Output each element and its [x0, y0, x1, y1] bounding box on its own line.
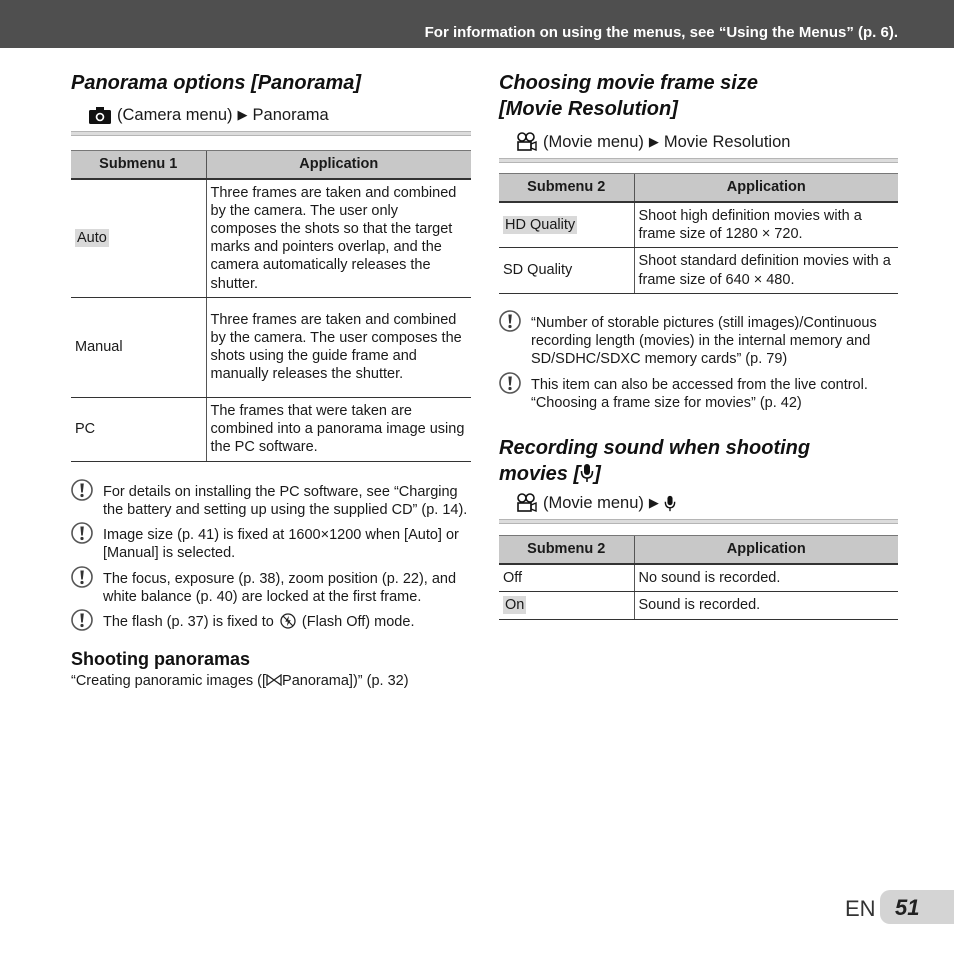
- play-arrow-icon: ▶: [237, 107, 248, 122]
- caution-icon: [499, 310, 521, 332]
- table-header-application: Application: [206, 151, 471, 179]
- option-manual: Manual: [71, 297, 206, 397]
- table-header-submenu: Submenu 2: [499, 174, 634, 202]
- sound-menu-path: [499, 493, 898, 519]
- table-row: [499, 564, 898, 592]
- caution-icon: [71, 609, 93, 631]
- camera-icon: [89, 107, 111, 124]
- flash-off-icon: [280, 613, 296, 629]
- sound-table: [499, 535, 898, 620]
- divider: [499, 519, 898, 524]
- note: The flash (p. 37) is fixed to (Flash Off) mode.: [71, 613, 471, 631]
- movie-menu-target: Movie Resolution: [663, 133, 791, 151]
- option-pc: PC: [71, 397, 206, 461]
- note: For details on installing the PC software, see “Charging the battery and setting up using the supplied CD” (p. 14).: [71, 483, 471, 519]
- option-desc: The frames that were taken are combined into a panorama image using the PC software.: [206, 397, 471, 461]
- movie-resolution-notes: [499, 314, 898, 412]
- option-desc: No sound is recorded.: [634, 564, 898, 592]
- option-sd-quality: SD Quality: [499, 248, 634, 294]
- note: The focus, exposure (p. 38), zoom position (p. 22), and white balance (p. 40) are locked at the first frame.: [71, 570, 471, 606]
- panorama-menu-target: Panorama: [252, 106, 329, 124]
- panorama-icon: [266, 674, 282, 686]
- movie-menu-label: (Movie menu): [543, 133, 644, 151]
- table-row: [499, 202, 898, 248]
- right-column: [499, 68, 898, 620]
- left-column: [71, 68, 471, 690]
- table-row: [499, 591, 898, 619]
- shooting-panoramas-ref: “Creating panoramic images ([ Panorama])” (p. 32): [71, 673, 409, 690]
- panorama-notes: [71, 483, 471, 631]
- movie-camera-icon: [515, 493, 537, 513]
- note: “Number of storable pictures (still images)/Continuous recording length (movies) in the internal memory and SD/SDHC/SDXC memory cards” (p. 79): [499, 314, 898, 369]
- panorama-menu-path: [71, 105, 471, 131]
- note: Image size (p. 41) is fixed at 1600×1200 when [Auto] or [Manual] is selected.: [71, 526, 471, 562]
- movie-resolution-table: [499, 173, 898, 294]
- option-desc: Sound is recorded.: [634, 591, 898, 619]
- sound-title: Recording sound when shooting movies [ ]: [499, 437, 811, 486]
- table-row: [499, 248, 898, 294]
- caution-icon: [71, 566, 93, 588]
- option-on: On: [505, 597, 525, 614]
- note: This item can also be accessed from the live control. “Choosing a frame size for movies” (p. 42): [499, 376, 898, 412]
- play-arrow-icon: ▶: [648, 495, 659, 511]
- caution-icon: [499, 372, 521, 394]
- caution-icon: [71, 479, 93, 501]
- sound-menu-label: (Movie menu): [543, 494, 644, 513]
- shooting-panoramas-heading: Shooting panoramas: [71, 649, 251, 670]
- header-bar: [0, 0, 954, 48]
- option-desc: Three frames are taken and combined by the camera. The user only composes the shots so that the target marks and pointers overlap, and the camera automatically releases the shutter.: [206, 179, 471, 298]
- option-desc: Three frames are taken and combined by the camera. The user composes the shots using the guide frame and manually releases the shutter.: [206, 297, 471, 397]
- divider: [71, 131, 471, 136]
- option-auto: Auto: [77, 230, 107, 246]
- option-hd-quality: HD Quality: [505, 216, 576, 233]
- table-header-application: Application: [634, 174, 898, 202]
- table-row: [71, 297, 471, 397]
- caution-icon: [71, 522, 93, 544]
- option-off: Off: [499, 564, 634, 592]
- divider: [499, 158, 898, 163]
- panorama-menu-label: (Camera menu): [117, 106, 233, 124]
- movie-resolution-title: Choosing movie frame size [Movie Resolution]: [499, 72, 758, 120]
- table-header-submenu: Submenu 1: [71, 151, 206, 179]
- movie-camera-icon: [515, 132, 537, 152]
- table-header-submenu: Submenu 2: [499, 536, 634, 564]
- panorama-title: Panorama options [Panorama]: [71, 72, 362, 94]
- page-number: 51: [895, 895, 920, 920]
- option-desc: Shoot high definition movies with a frame size of 1280 × 720.: [634, 202, 898, 248]
- table-header-application: Application: [634, 536, 898, 564]
- option-desc: Shoot standard definition movies with a frame size of 640 × 480.: [634, 248, 898, 294]
- panorama-table: [71, 150, 471, 462]
- play-arrow-icon: ▶: [648, 134, 659, 149]
- microphone-icon: [664, 495, 676, 512]
- movie-resolution-menu-path: [499, 132, 898, 158]
- header-info: For information on using the menus, see “Using the Menus” (p. 6).: [424, 24, 898, 41]
- table-row: [71, 397, 471, 461]
- table-row: [71, 179, 471, 298]
- microphone-icon: [580, 463, 594, 483]
- language-label: EN: [845, 896, 876, 921]
